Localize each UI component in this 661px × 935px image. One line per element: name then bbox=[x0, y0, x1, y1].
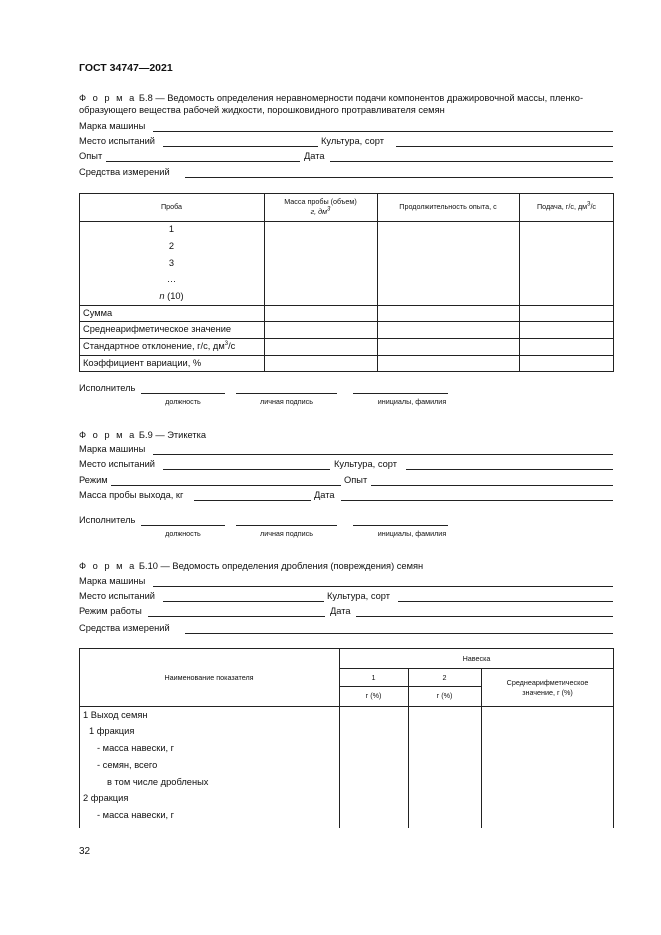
std-text: Стандартное отклонение, г/с, дм bbox=[83, 341, 225, 351]
field-mass-out-line[interactable] bbox=[194, 500, 311, 501]
field-mode-line[interactable] bbox=[148, 616, 325, 617]
table-row-divider bbox=[79, 355, 614, 356]
table-header-divider bbox=[79, 221, 614, 222]
label-instruments: Средства измерений bbox=[79, 167, 170, 177]
table-row-divider bbox=[79, 321, 614, 322]
field-sign-line[interactable] bbox=[236, 393, 337, 394]
field-date-line[interactable] bbox=[341, 500, 613, 501]
feed-text: Подача, г/с, дм bbox=[536, 202, 588, 211]
form-word: Ф о р м а bbox=[79, 561, 137, 571]
label-mode: Режим работы bbox=[79, 606, 142, 616]
label-mass-out: Масса пробы выхода, кг bbox=[79, 490, 184, 500]
col-header-indicator: Наименование показателя bbox=[164, 673, 254, 682]
col-header-mass: Масса пробы (объем) bbox=[284, 197, 357, 206]
col-header-mean-1: Среднеарифметическое bbox=[506, 678, 589, 687]
table-row-divider bbox=[79, 338, 614, 339]
row-seed-yield: 1 Выход семян bbox=[83, 710, 148, 720]
caption-position: должность bbox=[165, 529, 201, 538]
table-header-divider bbox=[79, 706, 614, 707]
field-instruments-line[interactable] bbox=[185, 633, 613, 634]
field-name-line[interactable] bbox=[353, 525, 448, 526]
field-trial-line[interactable] bbox=[106, 161, 300, 162]
col-header-1: 1 bbox=[371, 673, 376, 682]
form-title-rest: Б.10 — Ведомость определения дробления (повреждения) семян bbox=[138, 561, 424, 571]
field-crop-line[interactable] bbox=[398, 601, 613, 602]
label-machine: Марка машины bbox=[79, 576, 146, 586]
label-date: Дата bbox=[330, 606, 351, 616]
field-trial-line[interactable] bbox=[371, 485, 613, 486]
sample-row-n bbox=[79, 291, 264, 301]
mass-unit-text: г, дм bbox=[310, 207, 328, 216]
field-machine-line[interactable] bbox=[153, 131, 613, 132]
form-b10-title bbox=[79, 561, 423, 571]
sample-row-ellipsis: … bbox=[166, 274, 177, 284]
table-col-divider bbox=[519, 193, 520, 372]
row-crushed: в том числе дробленых bbox=[107, 777, 209, 787]
std-sup: 3 bbox=[224, 340, 229, 347]
label-place: Место испытаний bbox=[79, 136, 155, 146]
feed-post: /с bbox=[590, 202, 597, 211]
row-sample-mass-2: - масса навески, г bbox=[97, 810, 175, 820]
row-sum: Сумма bbox=[83, 308, 113, 318]
sample-row-2: 2 bbox=[168, 241, 175, 251]
row-sample-mass: - масса навески, г bbox=[97, 743, 175, 753]
label-crop: Культура, сорт bbox=[321, 136, 384, 146]
label-crop: Культура, сорт bbox=[334, 459, 397, 469]
row-std bbox=[83, 341, 235, 351]
table-header-divider bbox=[339, 668, 614, 669]
form-title-rest: Б.8 — Ведомость определения неравномерности подачи компонентов дражировочной массы, пленко- bbox=[138, 93, 584, 103]
table-col-divider bbox=[377, 193, 378, 372]
row-cv: Коэффициент вариации, % bbox=[83, 358, 202, 368]
col-header-mass-unit bbox=[264, 207, 377, 216]
table-col-divider bbox=[264, 193, 265, 372]
col-header-feed bbox=[519, 202, 614, 211]
field-place-line[interactable] bbox=[163, 469, 330, 470]
col-header-2: 2 bbox=[442, 673, 447, 682]
caption-name: инициалы, фамилия bbox=[377, 397, 447, 406]
form-title-rest: Б.9 — Этикетка bbox=[138, 430, 207, 440]
sample-row-3: 3 bbox=[168, 258, 175, 268]
form-b8-title-line2: образующего вещества рабочей жидкости, порошковидного протравливателя семян bbox=[79, 105, 445, 115]
label-date: Дата bbox=[304, 151, 325, 161]
sample-n-rest: (10) bbox=[164, 291, 184, 301]
form-b9-title bbox=[79, 430, 206, 440]
field-date-line[interactable] bbox=[330, 161, 613, 162]
label-place: Место испытаний bbox=[79, 591, 155, 601]
field-sign-line[interactable] bbox=[236, 525, 337, 526]
field-position-line[interactable] bbox=[141, 393, 225, 394]
field-name-line[interactable] bbox=[353, 393, 448, 394]
mass-unit-sup: 3 bbox=[327, 206, 331, 213]
sample-n-italic: n bbox=[159, 291, 165, 301]
label-crop: Культура, сорт bbox=[327, 591, 390, 601]
table-header-divider bbox=[339, 686, 481, 687]
field-place-line[interactable] bbox=[163, 146, 318, 147]
label-executor: Исполнитель bbox=[79, 515, 136, 525]
label-date: Дата bbox=[314, 490, 335, 500]
form-word: Ф о р м а bbox=[79, 430, 137, 440]
label-trial: Опыт bbox=[79, 151, 103, 161]
label-mode: Режим bbox=[79, 475, 108, 485]
col-header-sample-group: Навеска bbox=[462, 654, 491, 663]
label-place: Место испытаний bbox=[79, 459, 155, 469]
field-machine-line[interactable] bbox=[153, 586, 613, 587]
document-id: ГОСТ 34747—2021 bbox=[79, 62, 173, 74]
label-machine: Марка машины bbox=[79, 444, 146, 454]
table-row-divider bbox=[79, 305, 614, 306]
label-machine: Марка машины bbox=[79, 121, 146, 131]
col-header-mean-2: значение, г (%) bbox=[522, 688, 573, 697]
field-instruments-line[interactable] bbox=[185, 177, 613, 178]
caption-sign: личная подпись bbox=[260, 397, 313, 406]
label-instruments: Средства измерений bbox=[79, 623, 170, 633]
row-seeds-total: - семян, всего bbox=[97, 760, 158, 770]
caption-sign: личная подпись bbox=[260, 529, 313, 538]
field-crop-line[interactable] bbox=[406, 469, 613, 470]
page-number: 32 bbox=[79, 846, 91, 857]
field-mode-line[interactable] bbox=[111, 485, 341, 486]
field-crop-line[interactable] bbox=[396, 146, 613, 147]
row-fraction-1: 1 фракция bbox=[89, 726, 135, 736]
caption-position: должность bbox=[165, 397, 201, 406]
col-unit-2: г (%) bbox=[436, 691, 453, 700]
col-header-duration: Продолжительность опыта, с bbox=[399, 202, 497, 211]
field-place-line[interactable] bbox=[163, 601, 324, 602]
std-post: /с bbox=[228, 341, 236, 351]
field-date-line[interactable] bbox=[356, 616, 613, 617]
col-unit-1: г (%) bbox=[365, 691, 382, 700]
field-position-line[interactable] bbox=[141, 525, 225, 526]
label-trial: Опыт bbox=[344, 475, 368, 485]
row-mean: Среднеарифметическое значение bbox=[83, 324, 232, 334]
feed-sup: 3 bbox=[587, 201, 591, 208]
row-fraction-2: 2 фракция bbox=[83, 793, 129, 803]
label-executor: Исполнитель bbox=[79, 383, 136, 393]
col-header-sample: Проба bbox=[160, 202, 183, 211]
sample-row-1: 1 bbox=[168, 224, 175, 234]
field-machine-line[interactable] bbox=[153, 454, 613, 455]
form-b8-title bbox=[79, 93, 583, 103]
form-word: Ф о р м а bbox=[79, 93, 137, 103]
caption-name: инициалы, фамилия bbox=[377, 529, 447, 538]
